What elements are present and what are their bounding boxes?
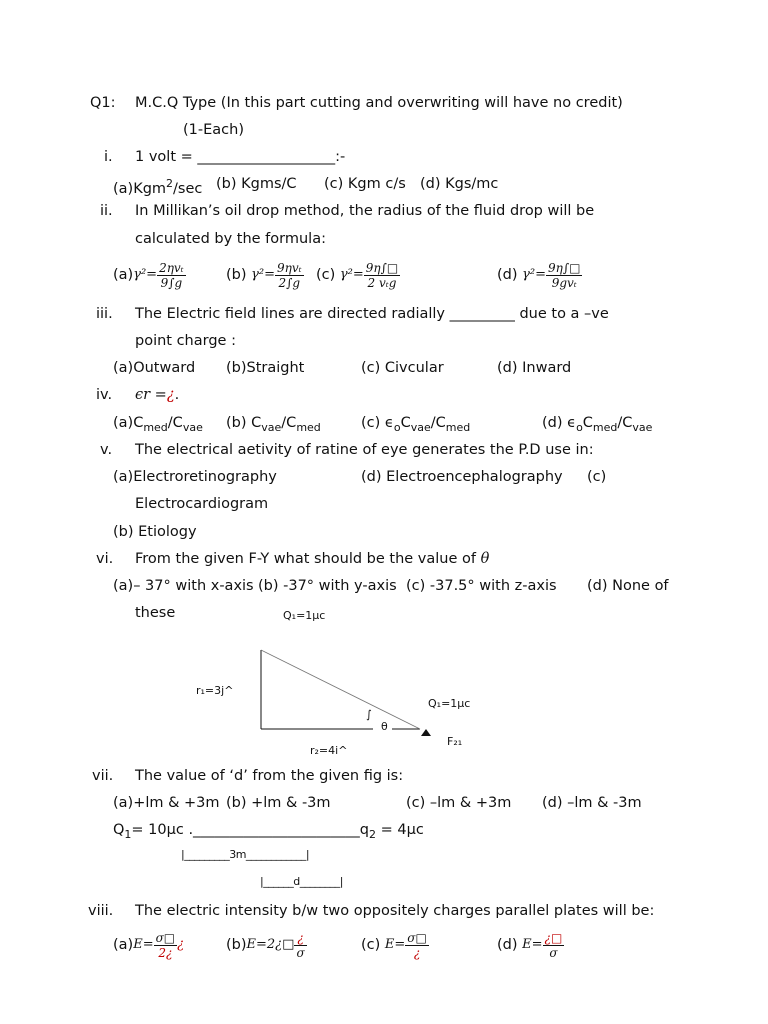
option-a: (a)Kgm$^2$/sec bbox=[113, 177, 203, 197]
section-marks: (1-Each) bbox=[183, 122, 244, 138]
question-text: The Electric field lines are directed radially _________ due to a –ve bbox=[135, 306, 609, 322]
question-text: The value of ‘d’ from the given fig is: bbox=[135, 768, 404, 784]
fig-hypotenuse bbox=[261, 650, 420, 729]
option-c: (c) E= $\frac{\sigma□}{¿}$ bbox=[361, 930, 427, 960]
question-number: i. bbox=[104, 149, 113, 165]
option-b: (b) +lm & -3m bbox=[226, 795, 331, 811]
option-d-cont: these bbox=[135, 605, 176, 621]
option-b: (b) γ²= $\frac{\text{9ηvₜ}}{2\int g}$ bbox=[226, 260, 302, 290]
option-b: (b)E=2¿□ $\frac{¿}{\sigma}$ bbox=[226, 930, 305, 960]
option-b: (b) Etiology bbox=[113, 524, 197, 540]
question-number: viii. bbox=[88, 903, 114, 919]
option-a: (a)Electroretinography bbox=[113, 469, 277, 485]
question-text: 1 volt = ___________________:- bbox=[135, 149, 346, 165]
question-text-cont: calculated by the formula: bbox=[135, 231, 326, 247]
question-text-cont: point charge : bbox=[135, 333, 236, 349]
option-c: (c) $\epsilon_oC_{vae}/C_{med}$ bbox=[361, 415, 471, 434]
option-b: (b) -37° with y-axis bbox=[258, 578, 397, 594]
question-text: In Millikan’s oil drop method, the radius of the fluid drop will be bbox=[135, 203, 595, 219]
option-d: (d) Electroencephalography bbox=[361, 469, 563, 485]
question-expression: ϵr =¿. bbox=[135, 387, 180, 403]
option-d: (d) Inward bbox=[497, 360, 572, 376]
option-d: (d) None of bbox=[587, 578, 669, 594]
question-text: From the given F-Y what should be the value of θ bbox=[135, 551, 490, 567]
option-b: (b) $C_{vae}/C_{med}$ bbox=[226, 415, 321, 434]
fig-r1-label: r₁=3j^ bbox=[196, 684, 234, 697]
question-text: The electrical aetivity of ratine of eye generates the P.D use in: bbox=[135, 442, 594, 458]
option-c: (c) Kgm c/s bbox=[324, 176, 406, 192]
question-label: Q1: bbox=[90, 95, 116, 111]
section-title: M.C.Q Type (In this part cutting and overwriting will have no credit) bbox=[135, 95, 623, 111]
option-b: (b)Straight bbox=[226, 360, 305, 376]
fig-q1-label: Q₁=1μc bbox=[283, 609, 326, 622]
option-c: (c) γ²= $\frac{9\eta\int□}{\text{2 vₜg}}$ bbox=[316, 260, 399, 290]
option-c-text: Electrocardiogram bbox=[135, 496, 269, 512]
option-c: (c) Civcular bbox=[361, 360, 444, 376]
question-number: vii. bbox=[92, 768, 114, 784]
option-a: (a)γ²= $\frac{\text{2ηvₜ}}{9\int g}$ bbox=[113, 260, 184, 290]
option-a: $(a)C_{med}/C_{vae}$ bbox=[113, 415, 203, 434]
charges-line: $Q_1= 10\mu c$ $.\_\_\_\_\_\_\_\_\_\_\_\_\_\_\_\_\_\_\_\_\_\_\_q_2 = 4\mu c$ bbox=[113, 822, 424, 841]
fig-f21-label: F₂₁ bbox=[447, 735, 463, 748]
question-number: vi. bbox=[96, 551, 114, 567]
fig-arrow-head bbox=[421, 729, 431, 736]
option-c-label: (c) bbox=[587, 469, 607, 485]
fig-theta-mark: θ bbox=[381, 720, 388, 733]
question-number: ii. bbox=[100, 203, 113, 219]
fig-r2-label: r₂=4i^ bbox=[310, 744, 348, 757]
fig-distance-d: |______d________| bbox=[260, 875, 343, 888]
option-d: (d) Kgs/mc bbox=[420, 176, 499, 192]
question-number: iv. bbox=[96, 387, 113, 403]
option-a: (a)E= $\frac{\sigma□}{2¿}$ ¿ bbox=[113, 930, 185, 960]
question-text: The electric intensity b/w two oppositely charges parallel plates will be: bbox=[135, 903, 655, 919]
option-c: (c) –lm & +3m bbox=[406, 795, 512, 811]
option-d: (d) γ²= $\frac{9\eta\int□}{\text{9gvₜ}}$ bbox=[497, 260, 581, 290]
fig-q2-label: Q₁=1μc bbox=[428, 697, 471, 710]
question-number: v. bbox=[100, 442, 113, 458]
fig-angle-mark: ∫ bbox=[366, 708, 372, 721]
option-a: (a)+lm & +3m bbox=[113, 795, 220, 811]
option-d: (d) E= $\frac{¿□}{\sigma}$ bbox=[497, 930, 563, 960]
option-a: (a)Outward bbox=[113, 360, 196, 376]
option-a: (a)– 37° with x-axis bbox=[113, 578, 254, 594]
question-number: iii. bbox=[96, 306, 113, 322]
option-c: (c) -37.5° with z-axis bbox=[406, 578, 557, 594]
fig-distance-3m: |_________3m____________| bbox=[181, 848, 310, 861]
option-d: (d) $\epsilon_oC_{med}/C_{vae}$ bbox=[542, 415, 653, 434]
option-b: (b) Kgms/C bbox=[216, 176, 297, 192]
option-d: (d) –lm & -3m bbox=[542, 795, 642, 811]
